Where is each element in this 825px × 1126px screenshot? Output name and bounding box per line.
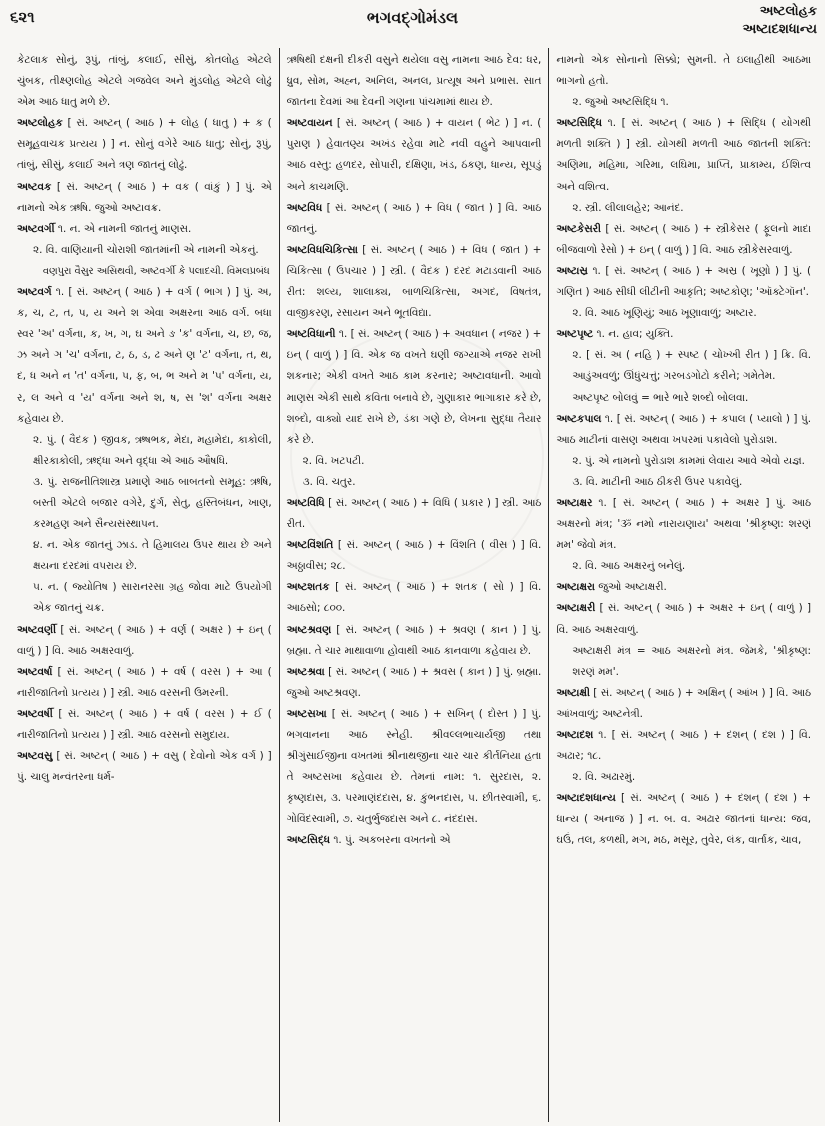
dictionary-entry bbox=[556, 725, 811, 767]
entry-headword: અષ્ટવક bbox=[17, 180, 52, 193]
entry-headword: અષ્ટવિંશતિ bbox=[286, 539, 334, 552]
dictionary-entry bbox=[556, 598, 811, 640]
dictionary-entry bbox=[287, 620, 542, 662]
entry-continuation bbox=[556, 303, 811, 324]
entry-text: ૧. પું. અકબરના વખતનો એ bbox=[330, 834, 451, 847]
dictionary-entry bbox=[287, 577, 542, 619]
entry-text: જુઓ અષ્ટાક્ષરી. bbox=[594, 581, 667, 594]
guide-words bbox=[743, 3, 817, 39]
entry-text: ૨. પું. ( વૈદક ) જીવક, ઋષભક, મેદા, મહામેદા, કાકોલી, ક્ષીરકાકોલી, ઋદ્ધા અને વૃદ્ધા એ આઠ ઔષધિ. bbox=[33, 433, 272, 467]
entry-text: ૨. [ સં. અ ( નહિ ) + સ્પષ્ટ ( ચોખ્ખી રીત ) ] ક્રિ. વિ. આડુંઅવળું; ઊંધુંચત્તું; ગરબડગોટો કરીને; ગમેતેમ. bbox=[572, 349, 812, 383]
page-header bbox=[0, 0, 825, 46]
entry-text: ૨. સ્ત્રી. લીલાલહેર; આનંદ. bbox=[572, 201, 684, 214]
entry-continuation bbox=[556, 451, 811, 472]
entry-continuation bbox=[556, 92, 811, 113]
dictionary-entry bbox=[556, 409, 811, 451]
entry-text: [ સં. અષ્ટન્ ( આઠ ) + શ્રવસ ( કાન ) ] પું. બ્રહ્મા. જુઓ અષ્ટશ્રવણ. bbox=[286, 665, 542, 699]
entry-headword: અષ્ટાદશ bbox=[556, 729, 594, 741]
dictionary-entry bbox=[556, 219, 811, 261]
entry-text: ઋષિથી દક્ષની દીકરી વસુને થયેલા વસુ નામના આઠ દેવ: ધર, ધ્રુવ, સોમ, અહ્ન, અનિલ, અનલ, પ્રત્યૂષ અને પ્રભાસ. સાત જાતના દેવમાં આ દેવની ગણના પાંચમામાં થાય છે. bbox=[286, 54, 542, 109]
entry-text: ૨. વિ. આઠ અક્ષરનું બનેલું. bbox=[572, 560, 686, 573]
entry-headword: અષ્ટસિદ્ધ bbox=[286, 834, 331, 847]
entry-text: [ સં. અષ્ટન્ ( આઠ ) + સ્ત્રીકેસર ( ફૂલનો માદા બીજવાળો રેસો ) + ઇન્ ( વાળું ) ] વિ. આઠ સ્ત્રીકેસરવાળું. bbox=[556, 222, 812, 256]
dictionary-entry bbox=[287, 240, 542, 324]
entry-text: કેટલાક સોનું, રૂપું, તાંબું, કલાઈ, સીસું, કોતલોહ એટલે ચુંબક, તીક્ષ્ણલોહ એટલે ગજવેલ અને મુંડલોહ એટલે લોઢું એમ આઠ ધાતુ મળે છે. bbox=[17, 54, 272, 109]
entry-continuation bbox=[17, 472, 272, 535]
entry-headword: અષ્ટાદશધાન્ય bbox=[556, 792, 616, 805]
entry-text: [ સં. અષ્ટન્ ( આઠ ) + વિધિ ( પ્રકાર ) ] સ્ત્રી. આઠ રીત. bbox=[286, 496, 542, 531]
entry-text: ૧. [ સં. અષ્ટન્ ( આઠ ) + અક્ષર ] પું. આઠ અક્ષરનો મંત્ર; 'ૐ નમો નારાયણાય' અથવા 'શ્રીકૃષ્ણ: શરણં મમ' જેવો મંત્ર. bbox=[556, 496, 812, 552]
entry-text: અષ્ટાક્ષરી મંત્ર = આઠ અક્ષરનો મંત્ર. જેમકે, 'શ્રીકૃષ્ણ: શરણં મમ'. bbox=[572, 644, 812, 678]
entry-headword: અષ્ટાક્ષર bbox=[556, 496, 593, 509]
dictionary-entry bbox=[287, 198, 542, 240]
entry-headword: અષ્ટવિધિ bbox=[286, 496, 325, 509]
entry-headword: અષ્ટલોહક bbox=[17, 117, 63, 130]
entry-text: ૧. [ સં. અષ્ટન્ ( આઠ ) + કપાલ ( પ્યાલો ) ] પું. આઠ માટીનાં વાસણ અથવા ખપરમાં પકાવેલો પુરોડાશ. bbox=[556, 412, 812, 446]
dictionary-entry bbox=[17, 219, 272, 240]
entry-headword: અષ્ટશ્રવા bbox=[286, 665, 325, 678]
entry-text: ૨. વિ. આઠ ખૂણિયું; આઠ ખૂણાવાળું; અષ્ટાર. bbox=[572, 307, 757, 320]
entry-text: ૨. પું. એ નામનો પુરોડાશ કામમાં લેવાય આવે એવો યજ્ઞ. bbox=[572, 454, 805, 467]
entry-text: ૩. વિ. ચતુર. bbox=[302, 475, 356, 488]
dictionary-entry bbox=[17, 746, 272, 788]
dictionary-entry bbox=[287, 704, 542, 831]
dictionary-entry bbox=[287, 324, 542, 451]
entry-text: [ સં. અષ્ટન્ ( આઠ ) + વિધ ( જાત ) ] વિ. આઠ જાતનું. bbox=[286, 201, 542, 235]
entry-headword: અષ્ટાસ્ર bbox=[556, 264, 588, 277]
entry-headword: અષ્ટસિદ્ધિ bbox=[556, 117, 603, 130]
entry-text: [ સં. અષ્ટન્ ( આઠ ) + વક ( વાંકું ) ] પું. એ નામનો એક ઋષિ. જુઓ અષ્ટાવક્ર. bbox=[17, 180, 272, 214]
entry-text: ૪. ન. એક જાતનું ઝાડ. તે હિમાલય ઉપર થાય છે અને ક્ષયના દરદમાં વપરાય છે. bbox=[33, 539, 272, 573]
entry-text: ૧. ન. એ નામની જાતનું માણસ. bbox=[54, 222, 192, 235]
entry-headword: અષ્ટવિધાની bbox=[286, 328, 336, 341]
entry-text: ૧. [ સં. અષ્ટન્ ( આઠ ) + વર્ગ ( ભાગ ) ] પું. અ, ક, ચ, ટ, ત, પ, ય અને શ એવા અક્ષરના આઠ વર્ગ. બધા સ્વર 'અ' વર્ગના, ક, ખ, ગ, ઘ અને ઙ 'ક' વર્ગના, ચ, છ, જ, ઝ અને ઞ 'ચ' વર્ગના, ટ, ઠ, ડ, ઢ અને ણ 'ટ' વર્ગના, ત, થ, દ, ધ અને ન 'ત' વર્ગના, પ, ફ, બ, ભ અને મ 'પ' વર્ગના, ય, ર, લ અને વ 'ય' વર્ગના અને શ, ષ, સ 'શ' વર્ગના અક્ષર કહેવાય છે. bbox=[17, 286, 272, 425]
entry-continuation bbox=[556, 388, 811, 409]
dictionary-entry bbox=[556, 113, 811, 197]
entry-text: ૧. [ સં. અષ્ટન્ ( આઠ ) + અવધાન ( નજર ) + ઇન્ ( વાળું ) ] વિ. એક જ વખતે ઘણી જગ્યાએ નજર રાખી શકનાર; એકી વખતે આઠ કામ કરનાર; અષ્ટાવધાની. આવો માણસ એકી સાથે કવિતા બનાવે છે, ગુણાકાર ભાગાકાર કરે છે, શબ્દો, વાક્યો યાદ રાખે છે, ડંકા ગણે છે, લેખના સુદ્ધા તૈયાર કરે છે. bbox=[286, 328, 542, 446]
entry-continuation bbox=[556, 472, 811, 493]
entry-text: અષ્ટપૃષ્ટ બોલવું = ભારે ભારે શબ્દો બોલવા. bbox=[572, 391, 749, 404]
entry-continuation bbox=[556, 556, 811, 577]
entry-text: ૧. [ સં. અષ્ટન્ ( આઠ ) + અસ્ર ( ખૂણો ) ] પું. ( ગણિત ) આઠ સીધી લીટીની આકૃતિ; અષ્ટકોણ; 'ઑક્ટેગૉન'. bbox=[556, 264, 812, 299]
entry-text: [ સં. અષ્ટન્ ( આઠ ) + અક્ષિન્ ( આંખ ) ] વિ. આઠ આંખવાળું; અષ્ટનેત્રી. bbox=[556, 686, 812, 720]
entry-headword: અષ્ટવર્ષા bbox=[17, 665, 53, 678]
entry-headword: અષ્ટાક્ષી bbox=[556, 686, 590, 699]
entry-continuation bbox=[556, 198, 811, 219]
entry-continuation bbox=[556, 50, 811, 92]
guide-word-top: અષ્ટલોહક bbox=[759, 4, 817, 19]
entry-text: [ સં. અષ્ટન્ ( આઠ ) + વિંશતિ ( વીસ ) ] વિ. અઠ્ઠાવીસ; ૨૮. bbox=[286, 539, 542, 573]
entry-headword: અષ્ટપૃષ્ટ bbox=[556, 328, 594, 341]
dictionary-entry bbox=[556, 788, 811, 851]
entry-continuation bbox=[556, 641, 811, 683]
entry-headword: અષ્ટાક્ષરા bbox=[556, 581, 595, 594]
entry-headword: અષ્ટવાયન bbox=[286, 117, 333, 130]
dictionary-entry bbox=[556, 577, 811, 598]
entry-continuation bbox=[287, 451, 542, 472]
entry-text: ૩. વિ. માટીની આઠ ઠીકરી ઉપર પકાવેલું. bbox=[572, 475, 743, 488]
entry-headword: અષ્ટવર્ગ bbox=[17, 286, 52, 299]
entry-text: [ સં. અષ્ટન્ ( આઠ ) + વાયન ( ભેટ ) ] ન. ( પુરાણ ) હેવાતણ્ય અખંડ રહેવા માટે નવી વહુને આપવાની આઠ વસ્તુ: હળદર, સોપારી, દક્ષિણા, ખંડ, ઠંકણ, ધાન્ય, સૂપડું અને કાચમણિ. bbox=[286, 117, 542, 193]
column-middle bbox=[279, 48, 549, 1122]
entry-continuation bbox=[17, 430, 272, 472]
entry-text: ૨. જુઓ અષ્ટસિદ્ધિ ૧. bbox=[572, 96, 669, 109]
dictionary-entry bbox=[17, 113, 272, 176]
entry-text: [ સં. અષ્ટન્ ( આઠ ) + સખિન્ ( દોસ્ત ) ] પું. ભગવાનના આઠ સ્નેહી. શ્રીવલ્લભાચાર્યજી તથા શ્રીગુંસાઈજીના વખતમાં શ્રીનાથજીના ચાર ચાર કીર્તનિયા હતા તે અષ્ટસખા કહેવાય છે. તેમનાં નામ: ૧. સુરદાસ, ૨. કૃષ્ણદાસ, ૩. પરમાણંદદાસ, ૪. કુંભનદાસ, ૫. છીતસ્વામી, ૬. ગોવિંદસ્વામી, ૭. ચતુર્ભુજદાસ અને ૮. નંદદાસ. bbox=[286, 707, 542, 826]
entry-continuation bbox=[556, 767, 811, 788]
entry-text: [ સં. અષ્ટન્ ( આઠ ) + વિધ ( જાત ) + ચિકિત્સા ( ઉપચાર ) ] સ્ત્રી. ( વૈદક ) દરદ મટાડવાની આઠ રીત: શલ્ય, શાલાક્ય, બાળચિકિત્સા, અગદ, વિષતંત્ર, વાજીકરણ, રસાયન અને ભૂતવિદ્યા. bbox=[286, 243, 542, 320]
entry-headword: અષ્ટશતક bbox=[286, 581, 330, 594]
dictionary-entry bbox=[556, 683, 811, 725]
entry-text: [ સં. અષ્ટન્ ( આઠ ) + દશન્ ( દશ ) + ધાન્ય ( અનાજ ) ] ન. બ. વ. અઢાર જાતનાં ધાન્ય: જવ, ઘઉં, તલ, કળથી, મગ, મઠ, મસૂર, તુવેર, લંક, વાર્તાક, ચાવ, bbox=[556, 792, 812, 847]
dictionary-entry bbox=[287, 662, 542, 704]
entry-text: ૧. ન. હાવ; યુક્તિ. bbox=[593, 328, 674, 341]
entry-text: ૧. [ સં. અષ્ટન્ ( આઠ ) + દશન્ ( દશ ) ] વિ. અઢાર; ૧૮. bbox=[556, 729, 812, 763]
dictionary-entry bbox=[17, 662, 272, 704]
entry-text: નામનો એક સોનાનો સિક્કો; સુમની. તે ઇલાહીથી આઠમા ભાગનો હતો. bbox=[556, 54, 812, 88]
entry-headword: અષ્ટવસુ bbox=[17, 750, 53, 763]
entry-headword: અષ્ટવિધ bbox=[286, 201, 323, 214]
entry-headword: અષ્ટાક્ષરી bbox=[556, 602, 596, 615]
entry-headword: અષ્ટકપાલ bbox=[556, 412, 602, 425]
entry-headword: અષ્ટકેસરી bbox=[556, 222, 601, 235]
dictionary-entry bbox=[287, 493, 542, 535]
entry-headword: અષ્ટવર્ષી bbox=[17, 707, 53, 720]
entry-continuation bbox=[287, 472, 542, 493]
dictionary-entry bbox=[17, 620, 272, 662]
entry-text: [ સં. અષ્ટન્ ( આઠ ) + શતક ( સો ) ] વિ. આઠસો; ૮૦૦. bbox=[286, 581, 542, 615]
column-left bbox=[10, 48, 279, 1122]
entry-text: [ સં. અષ્ટન્ ( આઠ ) + અક્ષર + ઇન્ ( વાળું ) ] વિ. આઠ અક્ષરવાળું. bbox=[556, 602, 812, 636]
entry-headword: અષ્ટવર્ગી bbox=[17, 222, 55, 235]
entry-continuation bbox=[17, 240, 272, 261]
entry-text: [ સં. અષ્ટન્ ( આઠ ) + લોહ ( ધાતુ ) + ક ( સમૂહવાચક પ્રત્યય ) ] ન. સોનું વગેરે આઠ ધાતુ; સોનું, રૂપું, તાંબું, સીસું, કલાઈ અને ત્રણ જાતનું લોઢું. bbox=[17, 117, 272, 172]
entry-continuation bbox=[17, 535, 272, 577]
entry-text: વણપુરા વૈસુર અસિથવી, અષ્ટવર્ગી કે પલાદચી. વિમલપ્રબંધ bbox=[42, 265, 270, 277]
dictionary-entry bbox=[17, 282, 272, 430]
entry-headword: અષ્ટવિધચિકિત્સા bbox=[286, 243, 358, 256]
entry-text: [ સં. અષ્ટન્ ( આઠ ) + વર્ષ ( વરસ ) + આ ( નારીજાતિનો પ્રત્યય ) ] સ્ત્રી. આઠ વરસની ઉમરની. bbox=[17, 665, 272, 699]
entry-text: ૨. વિ. વાણિયાની ચોરાશી જાતમાંની એ નામની એકનું. bbox=[33, 243, 259, 256]
dictionary-entry bbox=[287, 830, 542, 851]
entry-continuation bbox=[17, 577, 272, 619]
entry-continuation bbox=[287, 50, 542, 113]
entry-text: ૩. પું. રાજનીતિશાસ્ત્ર પ્રમાણે આઠ બાબતનો સમૂહ: ઋષિ, બસ્તી એટલે બજાર વગેરે, દુર્ગ, સેતુ, હસ્તિબંધન, ખાણ, કરમહણ અને સૈન્યસંસ્થાપન. bbox=[33, 475, 272, 531]
entry-headword: અષ્ટવર્ણી bbox=[17, 623, 57, 636]
entry-text: ૧. [ સં. અષ્ટન્ ( આઠ ) + સિદ્ધિ ( યોગથી મળતી શક્તિ ) ] સ્ત્રી. યોગથી મળતી આઠ જાતની શક્તિ: અણિમા, મહિમા, ગરિમા, લઘિમા, પ્રાપ્તિ, પ્રાકામ્ય, ઈશિત્વ અને વશિત્વ. bbox=[556, 117, 812, 193]
dictionary-entry bbox=[556, 493, 811, 556]
dictionary-entry bbox=[556, 261, 811, 303]
dictionary-entry bbox=[17, 704, 272, 746]
dictionary-entry bbox=[287, 535, 542, 577]
entry-headword: અષ્ટશ્રવણ bbox=[286, 623, 332, 636]
guide-word-bottom: અષ્ટાદશધાન્ય bbox=[742, 22, 817, 37]
entry-text: [ સં. અષ્ટન્ ( આઠ ) + વર્ષ ( વરસ ) + ઈ ( નારીજાતિનો પ્રત્યય ) ] સ્ત્રી. આઠ વરસનો સમુદાય. bbox=[17, 707, 272, 741]
entry-text: ૨. વિ. અઢારમું. bbox=[572, 771, 636, 784]
dictionary-entry bbox=[556, 324, 811, 345]
column-right bbox=[548, 48, 818, 1122]
entry-text: [ સં. અષ્ટન્ ( આઠ ) + શ્રવણ ( કાન ) ] પું. બ્રહ્મા. તે ચાર માથાવાળા હોવાથી આઠ કાનવાળા કહેવાય છે. bbox=[286, 623, 542, 657]
entry-columns bbox=[10, 48, 818, 1122]
page-number: ૬૨૧ bbox=[10, 8, 35, 26]
dictionary-entry bbox=[287, 113, 542, 197]
dictionary-entry bbox=[17, 177, 272, 219]
entry-continuation bbox=[17, 261, 272, 282]
entry-text: [ સં. અષ્ટન્ ( આઠ ) + વસુ ( દેવોનો એક વર્ગ ) ] પું. ચાલુ મન્વંતરના ધર્મ- bbox=[17, 750, 272, 784]
entry-text: [ સં. અષ્ટન્ ( આઠ ) + વર્ણ ( અક્ષર ) + ઇન્ ( વાળું ) ] વિ. આઠ અક્ષરવાળું. bbox=[17, 623, 272, 657]
entry-continuation bbox=[556, 345, 811, 387]
page-title: ભગવદ્ગોમંડલ bbox=[366, 8, 459, 27]
entry-continuation bbox=[17, 50, 272, 113]
entry-text: ૨. વિ. ખટપટી. bbox=[302, 454, 365, 467]
entry-text: ૫. ન. ( જ્યોતિષ ) સારાનરસા ગ્રહ જોવા માટે ઉપયોગી એક જાતનું ચક્ર. bbox=[33, 581, 272, 615]
entry-headword: અષ્ટસખા bbox=[286, 707, 327, 720]
